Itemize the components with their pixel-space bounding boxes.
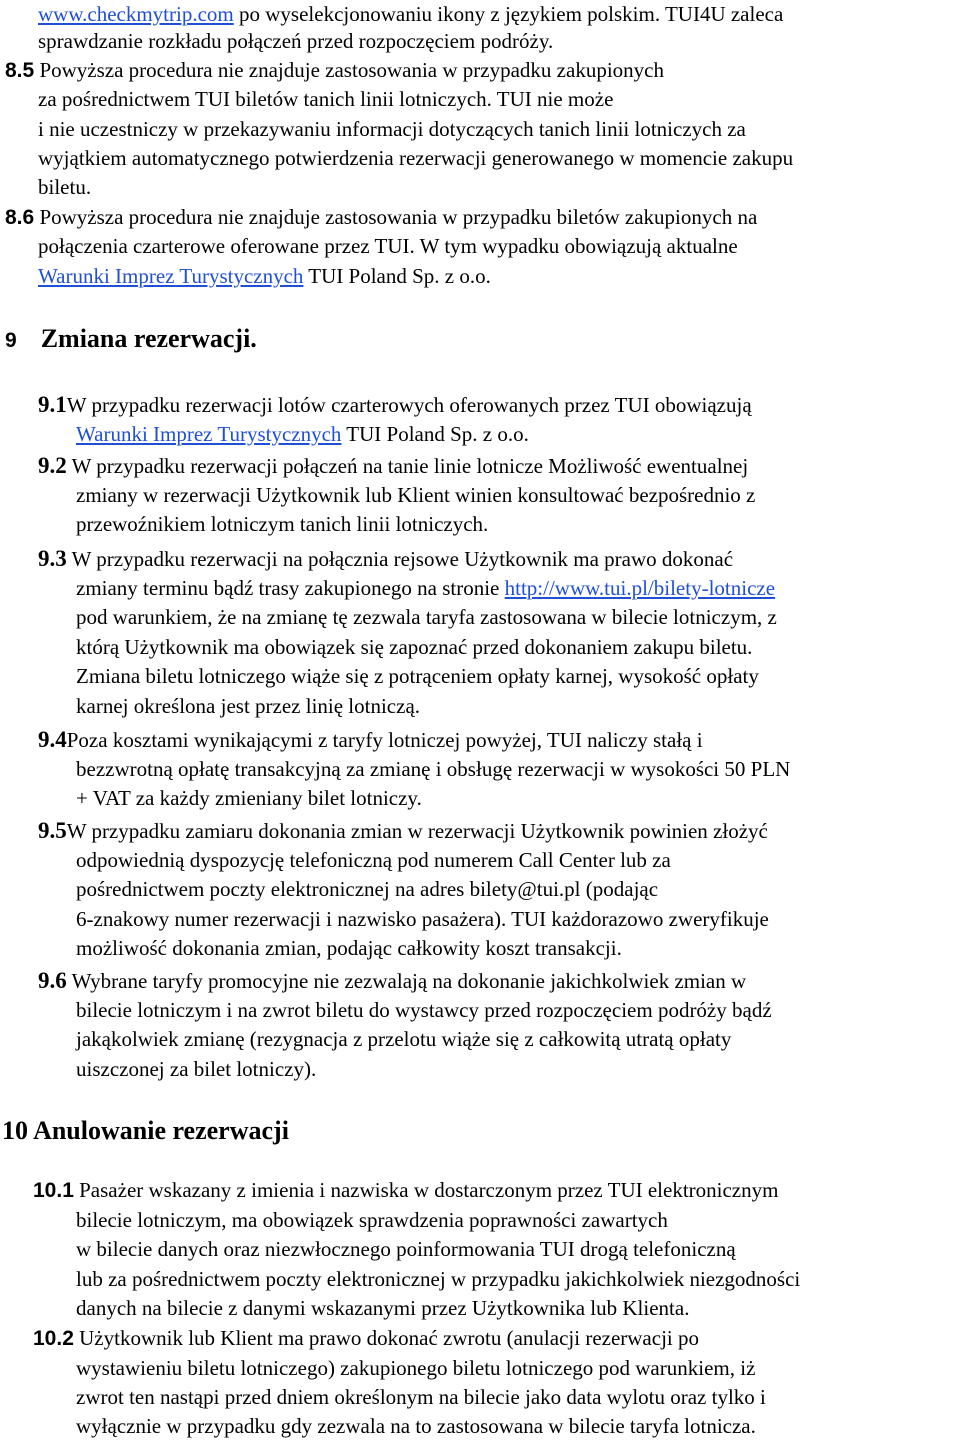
text-span: Pasażer wskazany z imienia i nazwiska w dostarczonym przez TUI elektronicznym — [73, 1178, 779, 1202]
text-line: danych na bilecie z danymi wskazanymi przez Użytkownika lub Klienta. — [76, 1296, 690, 1320]
text-line — [38, 0, 783, 29]
text-line: Zmiana biletu lotniczego wiąże się z potrąceniem opłaty karnej, wysokość opłaty — [76, 664, 759, 688]
text-line: bezzwrotną opłatę transakcyjną za zmianę i obsługę rezerwacji w wysokości 50 PLN — [76, 757, 791, 781]
text-span: W przypadku rezerwacji na połącznia rejsowe Użytkownik ma prawo dokonać — [66, 547, 734, 571]
text-line: lub za pośrednictwem poczty elektronicznej w przypadku jakichkolwiek niezgodności — [76, 1267, 801, 1291]
section-8-5-line-1 — [5, 56, 664, 85]
section-9-2-line-1 — [38, 451, 748, 481]
text-span: Użytkownik lub Klient ma prawo dokonać zwrotu (anulacji rezerwacji po — [73, 1326, 699, 1350]
text-span: TUI Poland Sp. z o.o. — [341, 422, 529, 446]
text-line: jakąkolwiek zmianę (rezygnacja z przelotu wiąże się z całkowitą utratą opłaty — [76, 1027, 732, 1051]
text-line: uiszczonej za bilet lotniczy). — [76, 1057, 317, 1081]
text-line: i nie uczestniczy w przekazywaniu informacji dotyczących tanich linii lotniczych za — [38, 117, 746, 141]
text-span: TUI Poland Sp. z o.o. — [303, 264, 491, 288]
heading-10 — [2, 1114, 289, 1148]
section-9-4-line-1 — [38, 725, 703, 755]
text-line: bilecie lotniczym, ma obowiązek sprawdzenia poprawności zawartych — [76, 1208, 668, 1232]
warunki-link[interactable]: Warunki Imprez Turystycznych — [76, 422, 342, 446]
warunki-link[interactable]: Warunki Imprez Turystycznych — [38, 264, 304, 288]
text-line — [76, 420, 529, 449]
text-line: którą Użytkownik ma obowiązek się zapoznać przed dokonaniem zakupu biletu. — [76, 635, 753, 659]
heading-number: 10 — [2, 1116, 28, 1145]
section-9-6-line-1 — [38, 966, 746, 996]
text-line: w bilecie danych oraz niezwłocznego poinformowania TUI drogą telefoniczną — [76, 1237, 736, 1261]
text-line: przewoźnikiem lotniczym tanich linii lotniczych. — [76, 512, 489, 536]
section-number: 9.2 — [38, 453, 67, 478]
text-line: wystawieniu biletu lotniczego) zakupionego biletu lotniczego pod warunkiem, iż — [76, 1356, 756, 1380]
section-number: 9.4 — [38, 727, 67, 752]
text-span: W przypadku rezerwacji połączeń na tanie linie lotnicze Możliwość ewentualnej — [66, 454, 749, 478]
heading-title: Zmiana rezerwacji. — [40, 324, 257, 353]
section-number: 10.2 — [33, 1327, 74, 1350]
section-9-5-line-1 — [38, 816, 768, 846]
text-span: Poza kosztami wynikającymi z taryfy lotniczej powyżej, TUI naliczy stałą i — [66, 728, 703, 752]
section-9-3-line-1 — [38, 544, 733, 574]
section-number: 9.6 — [38, 968, 67, 993]
text-line — [38, 262, 491, 291]
text-line: zwrot ten nastąpi przed dniem określonym na bilecie jako data wylotu oraz tylko i — [76, 1385, 766, 1409]
text-line: wyjątkiem automatycznego potwierdzenia rezerwacji generowanego w momencie zakupu — [38, 146, 794, 170]
text-line: pod warunkiem, że na zmianę tę zezwala taryfa zastosowana w bilecie lotniczym, z — [76, 605, 777, 629]
tui-bilety-link[interactable]: http://www.tui.pl/bilety-lotnicze — [504, 576, 776, 600]
text-line: karnej określona jest przez linię lotniczą. — [76, 694, 421, 718]
section-number: 9.1 — [38, 392, 67, 417]
text-span: W przypadku zamiaru dokonania zmian w rezerwacji Użytkownik powinien złożyć — [66, 819, 768, 843]
text-line: wyłącznie w przypadku gdy zezwala na to zastosowana w bilecie taryfa lotnicza. — [76, 1414, 756, 1438]
text-line: zmiany w rezerwacji Użytkownik lub Klient winien konsultować bezpośrednio z — [76, 483, 756, 507]
text-line: + VAT za każdy zmieniany bilet lotniczy. — [76, 786, 422, 810]
text-line: możliwość dokonania zmian, podając całkowity koszt transakcji. — [76, 936, 622, 960]
text-span: zmiany terminu bądź trasy zakupionego na stronie — [76, 576, 505, 600]
section-number: 9.3 — [38, 546, 67, 571]
text-span: Powyższa procedura nie znajduje zastosowania w przypadku zakupionych — [34, 58, 664, 82]
text-line: biletu. — [38, 175, 92, 199]
text-line: bilecie lotniczym i na zwrot biletu do wystawcy przed rozpoczęciem podróży bądź — [76, 998, 772, 1022]
text-span: Powyższa procedura nie znajduje zastosowania w przypadku biletów zakupionych na — [34, 205, 758, 229]
checkmytrip-link[interactable]: www.checkmytrip.com — [38, 2, 234, 26]
section-10-1-line-1 — [33, 1176, 778, 1205]
text-line: odpowiednią dyspozycję telefoniczną pod numerem Call Center lub za — [76, 848, 671, 872]
text-line: za pośrednictwem TUI biletów tanich linii lotniczych. TUI nie może — [38, 87, 614, 111]
text-line: sprawdzanie rozkładu połączeń przed rozpoczęciem podróży. — [38, 29, 554, 53]
heading-title: Anulowanie rezerwacji — [28, 1116, 289, 1145]
section-8-6-line-1 — [5, 203, 757, 232]
section-number: 8.6 — [5, 206, 35, 229]
text-span: Wybrane taryfy promocyjne nie zezwalają na dokonanie jakichkolwiek zmian w — [66, 969, 747, 993]
text-line: połączenia czarterowe oferowane przez TUI. W tym wypadku obowiązują aktualne — [38, 234, 738, 258]
section-number: 9.5 — [38, 818, 67, 843]
section-10-2-line-1 — [33, 1324, 699, 1353]
heading-9 — [5, 322, 257, 358]
text-line — [76, 574, 775, 603]
section-number: 10.1 — [33, 1179, 74, 1202]
text-span: po wyselekcjonowaniu ikony z językiem polskim. TUI4U zaleca — [233, 2, 784, 26]
section-9-1-line-1 — [38, 390, 752, 420]
heading-number: 9 — [5, 329, 17, 352]
section-number: 8.5 — [5, 59, 35, 82]
text-line: pośrednictwem poczty elektronicznej na adres bilety@tui.pl (podając — [76, 877, 659, 901]
text-line: 6-znakowy numer rezerwacji i nazwisko pasażera). TUI każdorazowo zweryfikuje — [76, 907, 769, 931]
text-span: W przypadku rezerwacji lotów czarterowych oferowanych przez TUI obowiązują — [66, 393, 752, 417]
